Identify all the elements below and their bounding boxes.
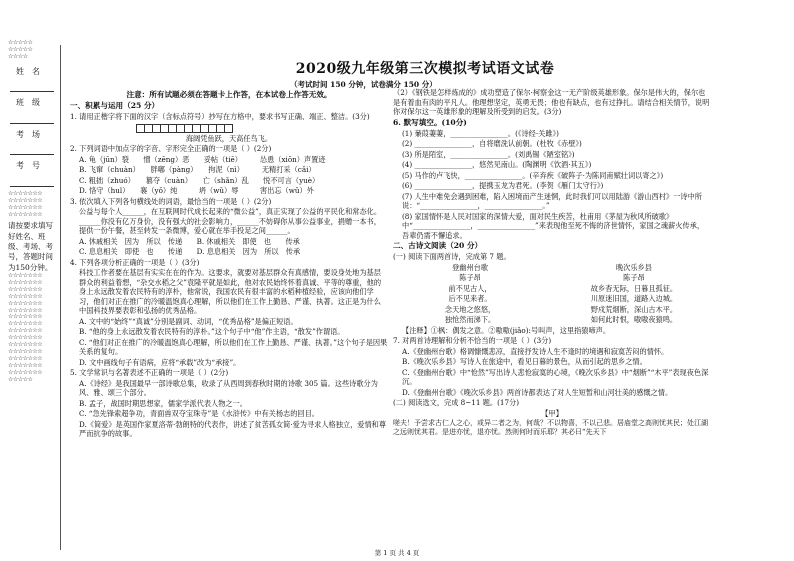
star-row: ☆☆☆☆☆☆☆ (8, 279, 43, 287)
star-row: ☆☆☆☆☆☆☆ (8, 299, 43, 307)
right-paragraph: 7. 对两首诗理解和分析不恰当的一项是（ ）(3分) (393, 336, 552, 346)
right-paragraph: 二、古诗文阅读（20 分） (393, 241, 483, 251)
left-paragraph: 5. 文学常识与名著表述不正确的一项是（ ）(2分) (70, 368, 229, 378)
left-paragraph: C. “他们对正在推广的冷暖温饱真心理解，所以他们在工作上勤恳、严谨、执著。”这个句子是因果关系的复句。 (79, 337, 388, 357)
exam-title: 2020级九年级第三次模拟考试语文试卷 (295, 61, 555, 77)
answer-line (10, 186, 54, 187)
poem-line: 如何此时恨，嗷嗷夜猿鸣。 (590, 315, 678, 325)
right-paragraph: (5) 马作的卢飞快，________________。(辛弃疾《破阵子·为陈同甫赋壮词以寄之》) (402, 170, 664, 180)
right-paragraph: B.《晚次乐乡县》写诗人在旅途中，看见日暮的景色，从而引起的思乡之情。 (402, 357, 647, 367)
sidebar-fields (8, 67, 56, 187)
sidebar-notice: 请按要求填写好姓名、班级、考场、考号，答题时间为150分钟。 (8, 221, 53, 272)
left-paragraph: B. 飞窜（chuàn） 胖嘟（pàng） 拘泥（nì） 无精打采（cǎi） (79, 165, 316, 175)
left-paragraph: A. 龟（jūn）裂 憎（zēng）恶 妥帖（tiē） 怂恿（xiōn）声置迹 (79, 154, 326, 164)
poem-line: 后不见来者。 (448, 294, 492, 304)
left-paragraph: D. 恪守（hul） 褰（yǒ）纯 坍（wǔ）辱 害出忘（wǔ）外 (79, 186, 314, 196)
poem-title: 登幽州台歌 (452, 262, 489, 272)
right-paragraph: (二) 阅读选文，完成 8~11 题。(17分) (393, 398, 520, 408)
exam-notice: 注意：所有试题必须在答题卡上作答，在本试卷上作答无效。 (126, 90, 332, 99)
poem-author: 陈子昂 (459, 273, 481, 283)
star-row: ☆☆☆☆ (8, 52, 28, 60)
right-paragraph: (1) 蒹葭萋萋，________________。(《诗经·关雎》) (402, 128, 559, 138)
poem-line: 故乡杳无际，日暮且孤征。 (590, 283, 678, 293)
poem-line: 川原迷旧国，道路入边城。 (590, 294, 678, 304)
right-paragraph: (3) 所是陌室，________________。(刘禹锡《陋室铭》) (402, 149, 575, 159)
left-paragraph: 4. 下列各项分析正确的一项是（ ）(3分) (70, 257, 200, 267)
star-row: ☆☆☆☆☆☆☆ (8, 334, 43, 342)
star-row: ☆☆☆☆☆☆☆ (8, 292, 43, 300)
left-paragraph: A. 休戚相关 因为 所以 传递 B. 休戚相关 即使 也 传承 (79, 236, 300, 246)
right-paragraph: A.《登幽州台歌》格调慷慨悲凉，直接抒发诗人生不逢时的境遇和寂寞苦闷的情怀。 (402, 346, 669, 356)
right-paragraph: 【注释】①枫：偶发之意。②嗷嗷(jiǎo):号叫声，这里指猿啼声。 (402, 325, 611, 335)
star-row: ☆☆☆☆☆ (8, 45, 33, 53)
left-paragraph: B. “他的身上永远散发着农民特有的淳朴。”这个句子中“他”作主语，“散发”作谓语。 (79, 327, 345, 337)
poem-line: 野戍荒烟断，深山古木平。 (590, 304, 678, 314)
left-paragraph: C. 粗拙（zhuó） 篡夺（cuàn） 亡（shǎn）乱 悦不可言（yuè） (79, 175, 320, 185)
star-row: ☆☆☆☆☆☆☆ (8, 361, 43, 369)
left-column (70, 90, 388, 440)
right-paragraph: (7) 人生中难免会遇到困难，陷入困境而产生迷惘，此时我们可以用陆游《游山西村》一诗中所说：“________________，________________。” (402, 191, 702, 211)
right-paragraph: (8) 家国情怀是人民对国家的深情大爱，面对民生疾苦，杜甫用《茅屋为秋风所破歌》中“________________，________________”来表现他至死不悔的济世情怀，家国之魂薪火传承，吾辈仍需不懈追求。 (402, 211, 705, 240)
star-row: ☆☆☆☆☆☆☆ (8, 285, 43, 293)
grid-cell (224, 124, 233, 133)
right-paragraph: D.《登幽州台歌》《晚次乐乡县》两首诗都表达了对人生短暂和山河壮美的感慨之情。 (402, 387, 673, 397)
right-paragraph: (一) 阅读下面两首诗，完成第 7 题。 (393, 252, 511, 262)
poem-line: 独怆然而涕下。 (444, 315, 496, 325)
exam-header (62, 60, 788, 78)
left-paragraph: 3. 依次填入下列各句横线处的词语，最恰当的一项是（ ）(2分) (70, 196, 272, 206)
star-row: ☆☆☆☆☆☆☆ (8, 341, 43, 349)
sidebar-field-label: 班级 (16, 98, 48, 108)
star-row: ☆☆☆☆☆ (8, 39, 33, 46)
handwriting-grid (136, 124, 388, 133)
star-row: ☆☆☆☆☆☆☆ (8, 327, 43, 335)
right-paragraph: 6. 默写填空。(10分) (393, 117, 467, 127)
star-row: ☆☆☆☆☆☆☆ (8, 320, 43, 328)
poem-line: 前不见古人， (448, 283, 492, 293)
left-paragraph: D. 文中画线句子有语病，应将“承载”改为“承接”。 (79, 357, 241, 367)
left-paragraph: 1. 请用正楷字将下面的汉字（含标点符号）抄写在方格中，要求书写正确、端正、整洁。(3分) (70, 112, 370, 122)
answer-line (10, 123, 54, 124)
poems-block (393, 263, 711, 326)
star-row: ☆☆☆☆☆☆☆ (8, 313, 43, 321)
right-paragraph: (6) ________________，提携玉龙为君死。(李贺《雁门太守行》) (402, 181, 604, 191)
sidebar-stars-mid (8, 191, 56, 219)
sidebar-field-label: 考号 (16, 161, 48, 171)
exam-sidebar (8, 40, 56, 552)
star-row: ☆☆☆☆☆ (8, 375, 33, 383)
right-paragraph: （2）《钢铁是怎样炼成的》成功塑造了保尔·柯察金这一无产阶级英雄形象。保尔是伟大的，保尔也是有着血有肉的平凡人。他理想坚定，英勇无畏；他也有缺点，也有过挣扎。请结合相关情节，说明你对保尔这一英雄形象的理解及所受到的启发。(3分) (393, 88, 710, 116)
left-paragraph: 科技工作者要在基层有实实在在的作为。这要求，就要对基层群众有真感情，要设身处地为基层群众的利益着想，“杂交水稻之父”袁隆平就是如此，他对农民始终怀着真诚、平等的尊重，他的身上永远散发着农民特有的淳朴，他常说，我国农民有很丰富的水稻种植经验，应该向他们学习，他们对正在推广的冷暖温饱真心理解，所以他们在工作上勤恳、严谨、执著。这正是为什么中国科技界要表彰和弘扬的优秀品格。 (79, 268, 382, 316)
poem-title: 晚次乐乡县 (615, 262, 652, 272)
poem1 (403, 263, 537, 326)
star-row: ☆☆☆☆☆☆☆ (8, 368, 43, 376)
right-paragraph: (4) ________________，悠然见南山。(陶渊明《饮酒·其五》) (402, 160, 592, 170)
answer-line (10, 91, 54, 92)
left-paragraph: C. 息息相关 即使 也 传递 D. 息息相关 因为 所以 传承 (79, 247, 301, 257)
star-row: ☆☆☆☆☆☆☆ (8, 354, 43, 362)
left-paragraph: A. 文中的“始终”“真诚”分别是副词、动词，“优秀品格”是偏正短语。 (79, 316, 298, 326)
star-row: ☆☆☆☆☆☆☆ (8, 306, 43, 314)
right-paragraph: 【甲】 (541, 408, 563, 418)
right-column (393, 88, 711, 439)
star-row: ☆☆☆☆☆☆☆ (8, 203, 43, 211)
sidebar-stars-top (8, 40, 56, 61)
star-row: ☆☆☆☆☆☆☆ (8, 272, 43, 280)
right-paragraph: 嗟夫！予尝求古仁人之心，或异二者之为，何哉？不以物喜，不以己悲。居庙堂之高则忧其民；处江湖之远则忧其君。是进亦忧，退亦忧。然则何时而乐耶？其必曰“先天下 (393, 419, 708, 437)
left-paragraph: 公益与每个人______，在互联网时代成长起来的“微公益”，真正实现了公益的平民化和常态化。______你没有亿万身价，没有强大的社会影响力，______不妨碍你从事公益事业，捐赠一本书，提供一份午餐，甚至转发一条微博，爱心就在举手投足之间______。 (79, 207, 382, 236)
left-paragraph: 一、积累与运用（25 分） (70, 101, 160, 111)
left-paragraph: B. 孟子，战国时期思想家，儒家学派代表人物之一。 (79, 398, 247, 408)
poem2 (567, 263, 701, 326)
left-paragraph: 2. 下列词语中加点字的字音、字形完全正确的一项是（ ）(2分) (70, 144, 272, 154)
poem-author: 陈子昂 (623, 273, 645, 283)
sidebar-stars-bottom (8, 273, 56, 383)
left-paragraph: A.《诗经》是我国最早一部诗歌总集，收录了从西周到春秋时期的诗歌 305 篇。这些诗歌分为风、雅、颂三个部分。 (79, 378, 378, 398)
poem-line: 念天地之悠悠， (444, 304, 496, 314)
star-row: ☆☆☆☆☆☆☆ (8, 210, 43, 218)
binding-line (60, 45, 61, 550)
sidebar-field-label: 考场 (16, 129, 48, 139)
right-paragraph: (2) ________________，自将磨洗认前朝。(杜牧《赤壁》) (402, 139, 582, 149)
star-row: ☆☆☆☆☆☆☆ (8, 347, 43, 355)
sidebar-field-label: 姓名 (16, 66, 48, 76)
left-paragraph: C. “急先锋索超争功，青面兽双夺宝珠寺”是《水浒传》中有关杨志的回目。 (79, 409, 319, 419)
left-paragraph: D.《简爱》是英国作家夏洛蒂·勃朗特的代表作，讲述了贫苦孤女简·爱为寻求人格独立，爱情和尊严而抗争的故事。 (79, 419, 387, 439)
right-paragraph: C.《登幽州台歌》中“怆然”写出诗人悲怆寂寞的心境，《晚次乐乡县》中“烟断”“木平”表现夜色深沉。 (402, 367, 709, 387)
star-row: ☆☆☆☆☆☆☆ (8, 196, 43, 204)
star-row: ☆☆☆☆☆☆☆ (8, 189, 43, 197)
answer-line (10, 154, 54, 155)
exam-subtitle: （考试时间 150 分钟，试卷满分 150 分） (290, 80, 437, 89)
left-paragraph: 海阔凭鱼跃，天高任鸟飞。 (185, 133, 273, 143)
page-footer: 第 1 页 共 4 页 (374, 549, 420, 557)
